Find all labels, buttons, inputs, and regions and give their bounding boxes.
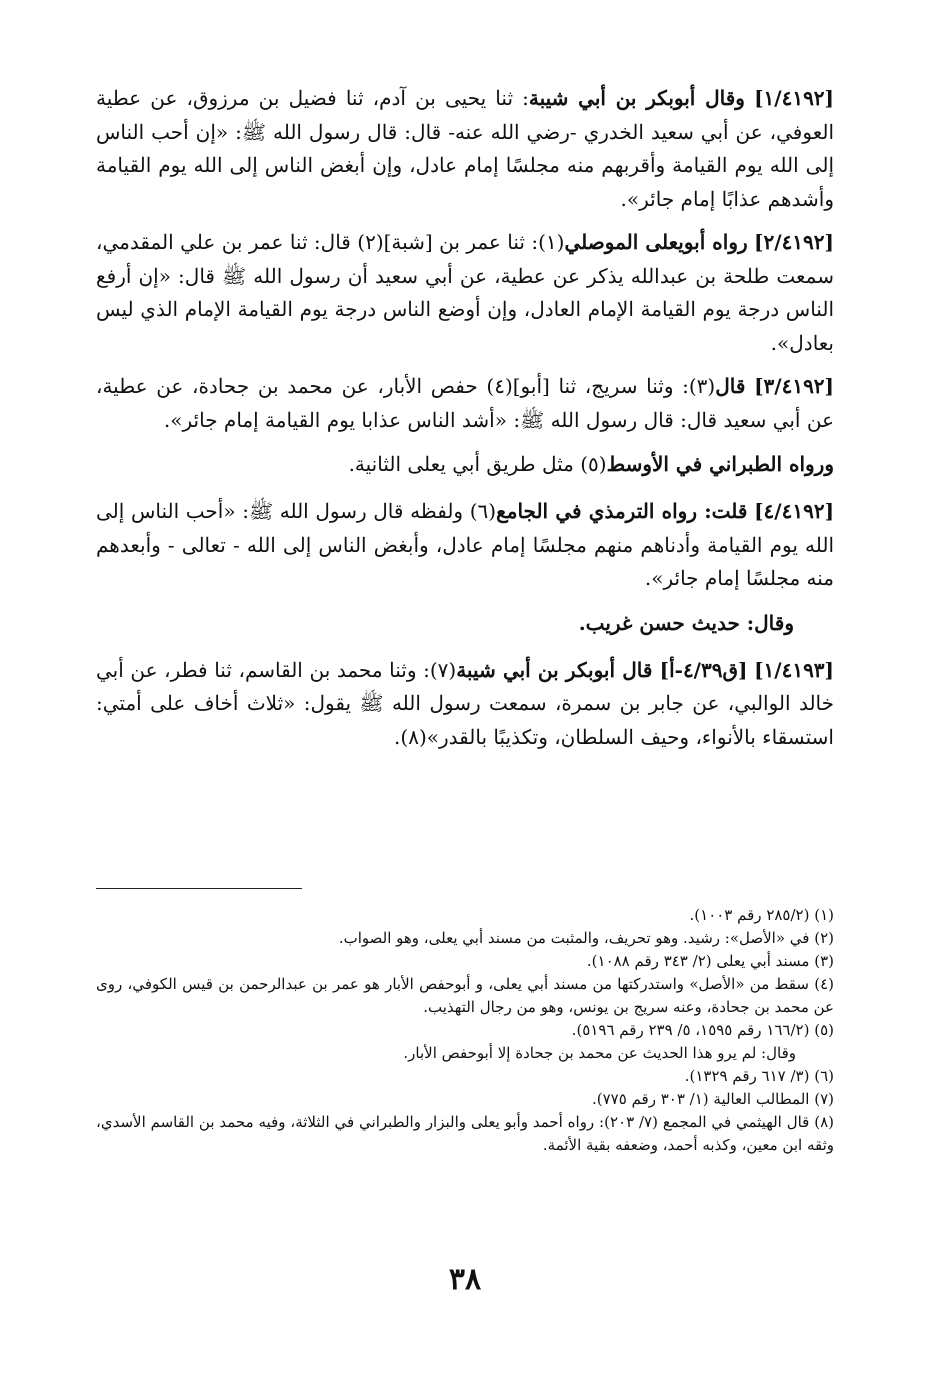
footnote-continuation: وقال: لم يرو هذا الحديث عن محمد بن جحادة إلا أبوحفص الأبار. xyxy=(403,1044,796,1062)
hadith-paragraph xyxy=(96,495,834,596)
hadith-lead: وقال أبوبكر بن أبي شيبة xyxy=(528,86,745,110)
hadith-lead: [ق٤/٣٩-أ] قال أبوبكر بن أبي شيبة xyxy=(456,657,748,682)
hadith-text: (٦) ولفظه قال رسول الله ﷺ: «أحب الناس إلى الله يوم القيامة وأدناهم منهم مجلسًا إمام عادل، وأبغض الناس إلى الله - تعالى - وأبعدهم منه مجلسًا إمام جائر». xyxy=(96,499,834,590)
hadith-paragraph xyxy=(96,82,834,216)
hadith-number: [١/٤١٩٢] xyxy=(754,86,835,110)
footnote: (٢) في «الأصل»: رشيد. وهو تحريف، والمثبت من مسند أبي يعلى، وهو الصواب. xyxy=(338,929,834,947)
footnote: (٣) مسند أبي يعلى (٢/ ٣٤٣ رقم ١٠٨٨). xyxy=(586,952,834,970)
hadith-paragraph xyxy=(96,654,834,755)
hadith-paragraph xyxy=(96,370,834,437)
hadith-paragraph xyxy=(96,447,834,481)
hadith-lead: ورواه الطبراني في الأوسط xyxy=(606,452,834,476)
main-text xyxy=(96,82,834,764)
footnote: (٤) سقط من «الأصل» واستدركتها من مسند أبي يعلى، و أبوحفص الأبار هو عمر بن عبدالرحمن بن قيس الكوفي، روى عن محمد بن جحادة، وعنه سريج بن يونس، وهو من رجال التهذيب. xyxy=(96,975,834,1016)
hadith-number: [٢/٤١٩٢] xyxy=(754,230,834,254)
hadith-paragraph xyxy=(96,226,834,360)
footnote: (١) (٢٨٥/٢ رقم ١٠٠٣). xyxy=(689,906,834,924)
hadith-lead: قلت: رواه الترمذي في الجامع xyxy=(496,499,748,523)
hadith-text: (١): ثنا عمر بن [شبة](٢) قال: ثنا عمر بن علي المقدمي، سمعت طلحة بن عبدالله يذكر عن عطية، عن أبي سعيد أن رسول الله ﷺ قال: «إن أرفع الناس درجة يوم القيامة الإمام العادل، وإن أوضع الناس درجة يوم القيامة الإمام الذي ليس بعادل». xyxy=(96,230,834,355)
footnote: (٥) (١٦٦/٢ رقم ١٥٩٥، ٥/ ٢٣٩ رقم ٥١٩٦). xyxy=(571,1021,834,1039)
footnote: (٨) قال الهيثمي في المجمع (٧/ ٢٠٣): رواه أحمد وأبو يعلى والبزار والطبراني في الثلاثة، وفيه محمد بن القاسم الأسدي، وثقه ابن معين، وكذبه أحمد، وضعفه بقية الأئمة. xyxy=(96,1113,834,1154)
grading-text: وقال: حديث حسن غريب. xyxy=(578,610,794,635)
hadith-number: [٤/٤١٩٢] xyxy=(754,499,835,523)
hadith-lead: قال xyxy=(715,374,746,398)
footnotes xyxy=(96,904,834,1157)
hadith-number: [٣/٤١٩٢] xyxy=(754,374,835,398)
hadith-text: (٥) مثل طريق أبي يعلى الثانية. xyxy=(348,452,607,476)
hadith-number: [١/٤١٩٣] xyxy=(754,657,835,682)
hadith-text: (٣): وثنا سريج، ثنا [أبو](٤) حفص الأبار، عن محمد بن جحادة، عن عطية، عن أبي سعيد قال: قال رسول الله ﷺ: «أشد الناس عذابا يوم القيامة إمام جائر». xyxy=(96,374,834,432)
hadith-lead: رواه أبويعلى الموصلي xyxy=(564,230,748,254)
footnote: (٧) المطالب العالية (١/ ٣٠٣ رقم ٧٧٥). xyxy=(592,1090,834,1108)
hadith-text: (٧): وثنا محمد بن القاسم، ثنا فطر، عن أبي خالد الوالبي، عن جابر بن سمرة، سمعت رسول الله ﷺ يقول: «ثلاث أخاف على أمتي: استسقاء بالأنواء، وحيف السلطان، وتكذيبًا بالقدر»(٨). xyxy=(96,657,834,749)
footnote-divider xyxy=(96,888,302,889)
grading-line xyxy=(96,606,834,640)
footnote: (٦) (٣/ ٦١٧ رقم ١٣٢٩). xyxy=(684,1067,834,1085)
hadith-text: : ثنا يحيى بن آدم، ثنا فضيل بن مرزوق، عن عطية العوفي، عن أبي سعيد الخدري -رضي الله عنه- قال: قال رسول الله ﷺ: «إن أحب الناس إلى الله يوم القيامة وأقربهم منه مجلسًا إمام عادل، وإن أبغض الناس إلى الله يوم القيامة وأشدهم عذابًا إمام جائر». xyxy=(96,86,834,211)
page-number: ٣٨ xyxy=(448,1262,482,1297)
